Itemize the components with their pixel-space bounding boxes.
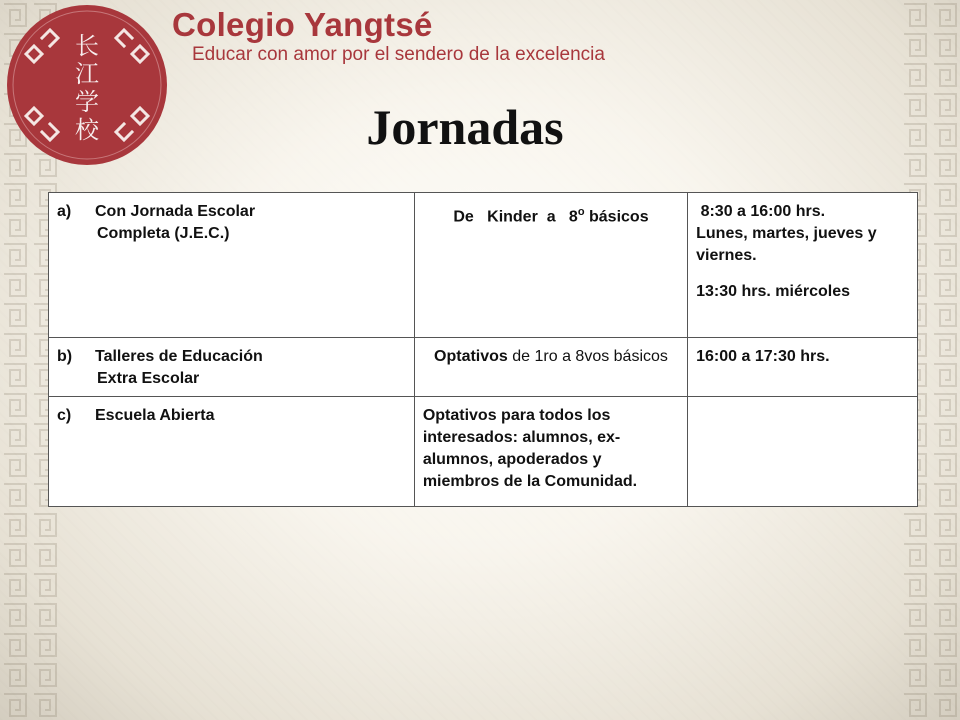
level-text: De Kinder a 8 <box>453 208 578 226</box>
hours-days: Lunes, martes, jueves y viernes. <box>696 225 877 264</box>
logo-char-2: 江 <box>75 60 99 88</box>
schedule-type-label-continued: Extra Escolar <box>97 370 200 387</box>
level-cell <box>414 338 687 397</box>
hours-cell <box>688 338 918 397</box>
schedule-type-label: Escuela Abierta <box>95 407 215 424</box>
level-superscript: o <box>577 206 585 218</box>
logo-char-4: 校 <box>75 116 99 144</box>
level-cell <box>414 193 687 338</box>
hours-cell <box>688 397 918 507</box>
hours-cell <box>688 193 918 338</box>
schedule-type-label: Con Jornada Escolar <box>95 203 256 220</box>
level-text-tail: básicos <box>584 208 649 226</box>
table-row <box>49 397 918 507</box>
hours-text: 8:30 a 16:00 hrs. <box>696 203 826 220</box>
level-text: de 1ro a 8vos básicos <box>507 348 668 365</box>
level-cell <box>414 397 687 507</box>
page-title: Jornadas <box>366 99 564 155</box>
schedule-type-cell <box>49 338 415 397</box>
row-letter: c) <box>57 407 72 424</box>
level-text: Optativos para todos los interesados: alumnos, ex-alumnos, apoderados y miembros de la Comunidad. <box>422 407 638 490</box>
level-text-bold: Optativos <box>434 348 508 365</box>
logo-char-3: 学 <box>75 88 99 116</box>
schedule-table <box>48 192 918 507</box>
schedule-type-cell <box>49 193 415 338</box>
schedule-type-cell <box>49 397 415 507</box>
hours-wednesday: 13:30 hrs. miércoles <box>696 283 850 300</box>
table-row <box>49 193 918 338</box>
logo-char-1: 长 <box>75 32 99 60</box>
row-letter: b) <box>57 348 73 365</box>
row-letter: a) <box>57 203 72 220</box>
brand-tagline: Educar con amor por el sendero de la excelencia <box>192 44 605 65</box>
schedule-type-label-continued: Completa (J.E.C.) <box>97 225 230 242</box>
schedule-type-label: Talleres de Educación <box>95 348 263 365</box>
hours-text: 16:00 a 17:30 hrs. <box>696 348 830 365</box>
brand-name: Colegio Yangtsé <box>172 6 433 43</box>
table-row <box>49 338 918 397</box>
